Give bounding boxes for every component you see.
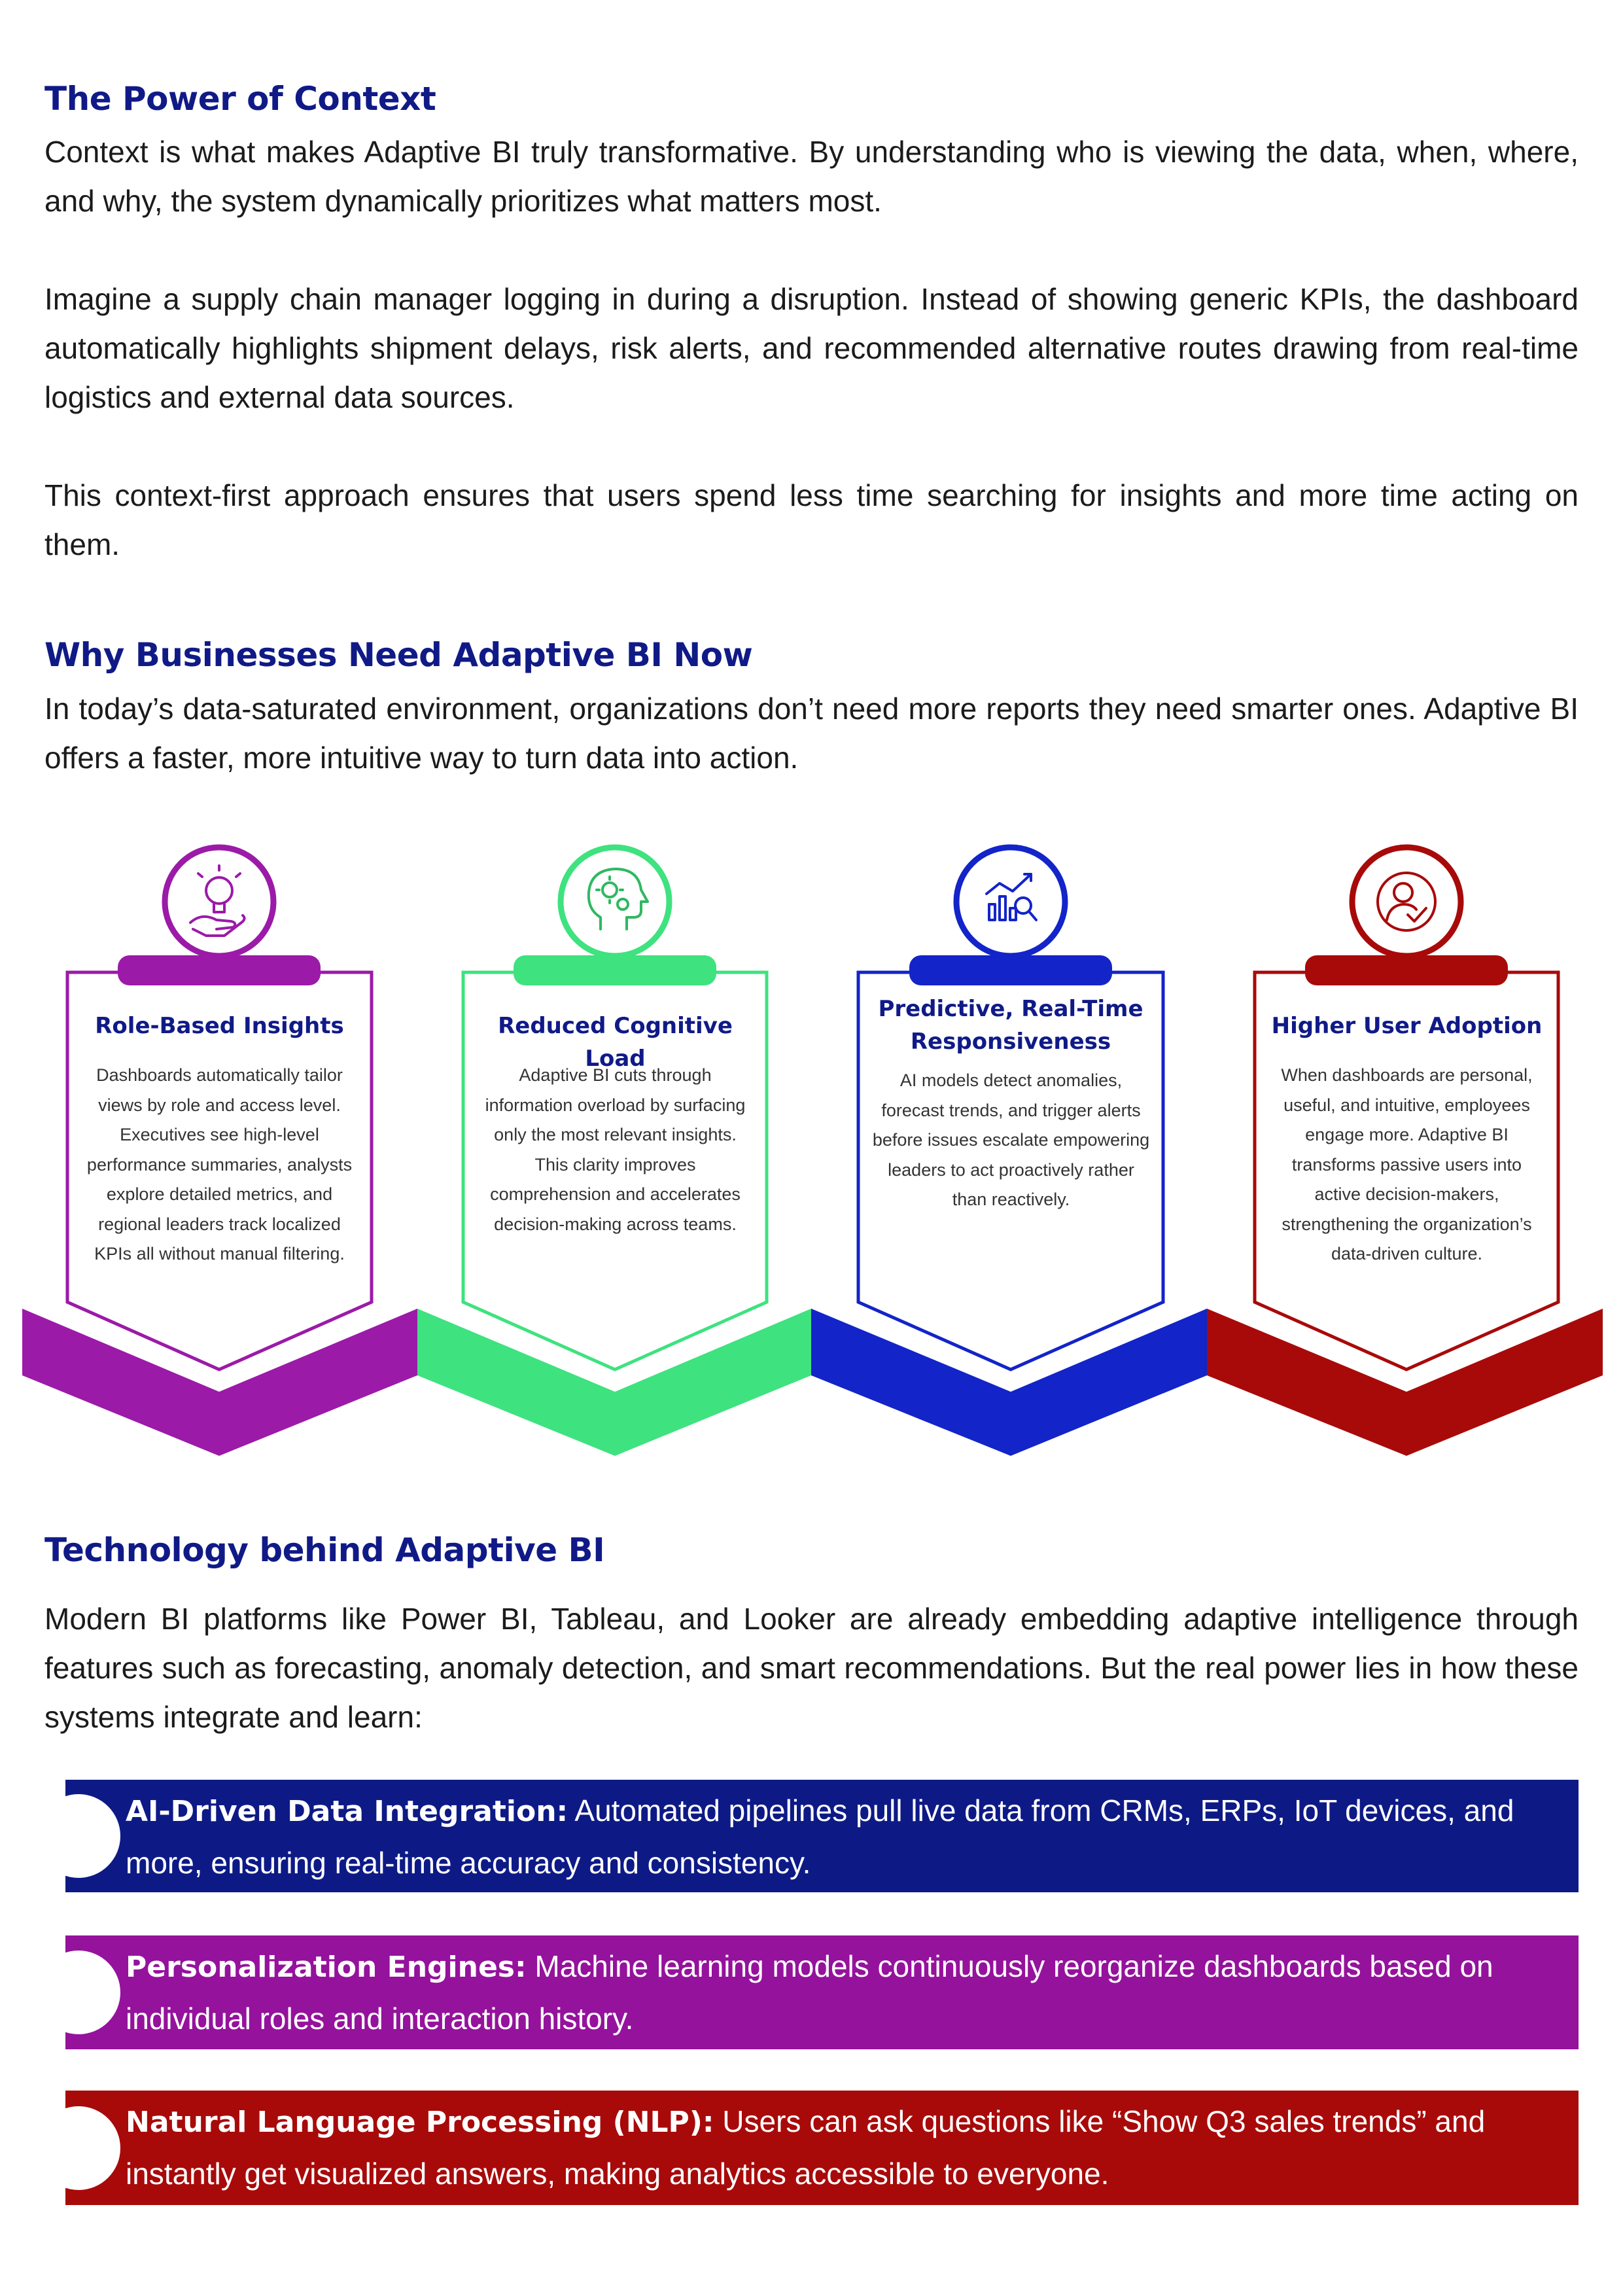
feature-label-2: Personalization Engines: <box>126 1951 527 1984</box>
card-tab-2 <box>514 955 716 985</box>
card-text-1: Dashboards automatically tailor views by role and access level. Executives see high-level performance summaries, analysts explore detailed metrics, and regional leaders track localized KPIs all without manual filtering. <box>86 1065 353 1263</box>
bar-notch <box>37 1951 120 2034</box>
feature-text-2 <box>126 1941 1552 2044</box>
icon-ring-3 <box>956 847 1065 956</box>
feature-text-1 <box>126 1785 1552 1888</box>
section-heading-technology: Technology behind Adaptive BI <box>44 1531 605 1569</box>
bar-notch <box>37 1794 120 1878</box>
feature-desc-1: Automated pipelines pull live data from CRMs, ERPs, IoT devices, and more, ensuring real-time accuracy and consistency. <box>126 1793 1514 1880</box>
feature-desc-2: Machine learning models continuously reorganize dashboards based on individual roles and interaction history. <box>126 1949 1493 2036</box>
card-text-3: AI models detect anomalies, forecast trends, and trigger alerts before issues escalate empowering leaders to act proactively rather than reactively. <box>872 1070 1150 1209</box>
technology-paragraph: Modern BI platforms like Power BI, Tableau, and Looker are already embedding adaptive intelligence through features such as forecasting, anomaly detection, and smart recommendations. But the real power lies in how these systems integrate and learn: <box>44 1602 1579 1734</box>
card-title-3: Predictive, Real-Time Responsiveness <box>878 996 1143 1055</box>
card-title-4: Higher User Adoption <box>1271 1013 1543 1039</box>
card-tab-3 <box>909 955 1112 985</box>
feature-bar-data-integration <box>65 1780 1579 1892</box>
context-paragraph-3: This context-first approach ensures that users spend less time searching for insights and more time acting on them. <box>44 478 1579 561</box>
feature-bar-personalization <box>65 1935 1579 2049</box>
feature-label-1: AI-Driven Data Integration: <box>126 1795 568 1828</box>
card-title-1: Role-Based Insights <box>95 1013 344 1039</box>
card-tab-1 <box>118 955 321 985</box>
card-tab-4 <box>1305 955 1508 985</box>
card-title-2: Reduced Cognitive Load <box>498 1013 733 1072</box>
section-heading-why: Why Businesses Need Adaptive BI Now <box>44 636 753 674</box>
card-text-2: Adaptive BI cuts through information overload by surfacing only the most relevant insights. This clarity improves comprehension and accelerates decision-making across teams. <box>485 1065 746 1234</box>
context-paragraph-1: Context is what makes Adaptive BI truly transformative. By understanding who is viewing the data, when, where, and why, the system dynamically prioritizes what matters most. <box>44 135 1579 218</box>
section-heading-context: The Power of Context <box>44 80 436 118</box>
feature-desc-3: Users can ask questions like “Show Q3 sales trends” and instantly get visualized answers, making analytics accessible to everyone. <box>126 2104 1486 2191</box>
context-paragraph-2: Imagine a supply chain manager logging in during a disruption. Instead of showing generic KPIs, the dashboard automatically highlights shipment delays, risk alerts, and recommended alternative routes drawing from real-time logistics and external data sources. <box>44 282 1579 414</box>
feature-text-3 <box>126 2096 1552 2199</box>
icon-ring-2 <box>561 847 669 956</box>
icon-ring-1 <box>165 847 273 956</box>
feature-bar-nlp <box>65 2091 1579 2205</box>
bar-notch <box>37 2106 120 2190</box>
feature-label-3: Natural Language Processing (NLP): <box>126 2106 714 2139</box>
card-text-4: When dashboards are personal, useful, and intuitive, employees engage more. Adaptive BI transforms passive users into active decision-makers, strengthening the organization’s data-driven culture. <box>1281 1065 1533 1263</box>
why-paragraph: In today’s data-saturated environment, organizations don’t need more reports they need smarter ones. Adaptive BI offers a faster, more intuitive way to turn data into action. <box>44 692 1579 775</box>
